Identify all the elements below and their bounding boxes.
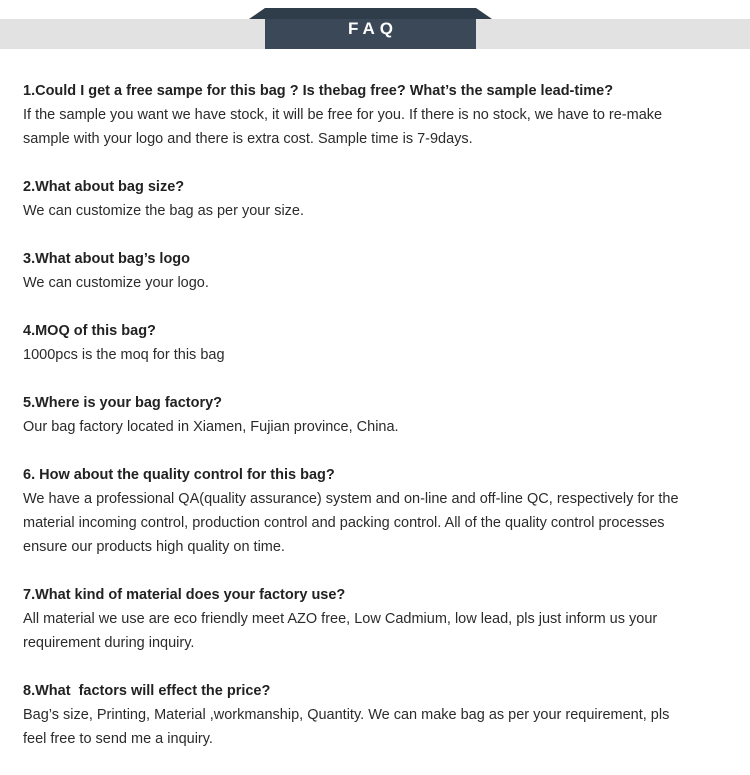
faq-question: 3.What about bag’s logo bbox=[23, 251, 191, 267]
faq-question: 5.Where is your bag factory? bbox=[23, 395, 223, 411]
faq-item bbox=[23, 175, 693, 223]
faq-answer: We can customize your logo. bbox=[23, 275, 209, 291]
faq-list bbox=[23, 79, 693, 775]
faq-answer: We have a professional QA(quality assurance) system and on-line and off-line QC, respectively for the material incoming control, production control and packing control. All of the quality control processes ensure our products high quality on time. bbox=[23, 491, 679, 555]
tab-shoulder-left bbox=[249, 8, 265, 19]
faq-answer: Our bag factory located in Xiamen, Fujian province, China. bbox=[23, 419, 399, 435]
page-title: FAQ bbox=[348, 18, 398, 38]
tab-top-strip bbox=[265, 8, 476, 19]
faq-item bbox=[23, 679, 693, 751]
faq-question: 4.MOQ of this bag? bbox=[23, 323, 156, 339]
faq-item bbox=[23, 583, 693, 655]
faq-item bbox=[23, 247, 693, 295]
faq-question: 2.What about bag size? bbox=[23, 179, 185, 195]
faq-question: 6. How about the quality control for this bag? bbox=[23, 467, 335, 483]
faq-item bbox=[23, 79, 693, 151]
faq-item bbox=[23, 391, 693, 439]
faq-item bbox=[23, 463, 693, 559]
faq-answer: 1000pcs is the moq for this bag bbox=[23, 347, 225, 363]
faq-answer: If the sample you want we have stock, it will be free for you. If there is no stock, we have to re-make sample with your logo and there is extra cost. Sample time is 7-9days. bbox=[23, 107, 663, 147]
faq-question: 1.Could I get a free sampe for this bag ? Is thebag free? What’s the sample lead-time? bbox=[23, 83, 614, 99]
faq-question: 8.What factors will effect the price? bbox=[23, 683, 271, 699]
faq-answer: All material we use are eco friendly meet AZO free, Low Cadmium, low lead, pls just inform us your requirement during inquiry. bbox=[23, 611, 658, 651]
faq-question: 7.What kind of material does your factory use? bbox=[23, 587, 346, 603]
faq-item bbox=[23, 319, 693, 367]
tab-shoulder-right bbox=[476, 8, 492, 19]
faq-answer: Bag’s size, Printing, Material ,workmanship, Quantity. We can make bag as per your requirement, pls feel free to send me a inquiry. bbox=[23, 707, 670, 747]
faq-answer: We can customize the bag as per your size. bbox=[23, 203, 305, 219]
